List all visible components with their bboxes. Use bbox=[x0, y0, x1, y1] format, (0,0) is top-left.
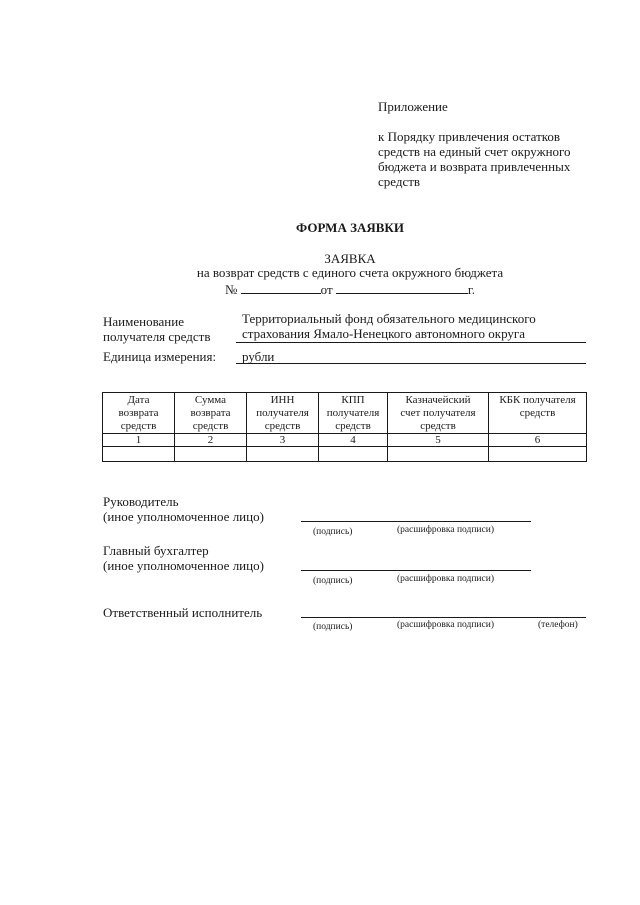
signature-label-line: (иное уполномоченное лицо) bbox=[103, 558, 264, 573]
request-title: ЗАЯВКА bbox=[324, 251, 376, 266]
head-signature-line[interactable] bbox=[301, 521, 531, 522]
appendix-line: средств на единый счет окружного bbox=[378, 144, 571, 159]
unit-label: Единица измерения: bbox=[103, 349, 217, 364]
form-title: ФОРМА ЗАЯВКИ bbox=[296, 220, 404, 235]
head-signature-label bbox=[103, 494, 303, 524]
recipient-value bbox=[242, 311, 592, 341]
executor-signature-caption: (подпись) bbox=[313, 622, 353, 632]
column-header-kbk: КБК получателя средств bbox=[489, 393, 587, 434]
table-cell[interactable] bbox=[388, 447, 489, 462]
accountant-signature-line[interactable] bbox=[301, 570, 531, 571]
table-row bbox=[103, 447, 587, 462]
recipient-label-line: получателя средств bbox=[103, 329, 211, 344]
column-number: 4 bbox=[319, 434, 388, 447]
year-suffix: г. bbox=[467, 282, 476, 297]
column-number: 5 bbox=[388, 434, 489, 447]
column-header-amount: Сумма возврата средств bbox=[175, 393, 247, 434]
table-cell[interactable] bbox=[103, 447, 175, 462]
table-cell[interactable] bbox=[319, 447, 388, 462]
recipient-label bbox=[103, 314, 233, 344]
signature-label-line: (иное уполномоченное лицо) bbox=[103, 509, 264, 524]
recipient-value-line: страхования Ямало-Ненецкого автономного округа bbox=[242, 326, 526, 341]
column-header-date: Дата возврата средств bbox=[103, 393, 175, 434]
recipient-value-line: Территориальный фонд обязательного медицинского bbox=[242, 311, 536, 326]
unit-value: рубли bbox=[242, 349, 275, 364]
accountant-signature-label bbox=[103, 543, 303, 573]
request-subtitle: на возврат средств с единого счета окружного бюджета bbox=[196, 265, 504, 280]
return-request-table bbox=[102, 392, 587, 462]
executor-signature-label: Ответственный исполнитель bbox=[103, 605, 263, 620]
accountant-signature-caption: (подпись) bbox=[313, 576, 353, 586]
signature-label-line: Руководитель bbox=[103, 494, 179, 509]
number-sign: № bbox=[224, 282, 238, 297]
request-date-field[interactable] bbox=[336, 281, 468, 294]
from-word: от bbox=[320, 282, 333, 297]
appendix-line: средств bbox=[378, 174, 421, 189]
column-number: 1 bbox=[103, 434, 175, 447]
appendix-text bbox=[378, 129, 618, 189]
request-number-line bbox=[0, 281, 640, 297]
recipient-underline bbox=[236, 342, 586, 343]
appendix-line: бюджета и возврата привлеченных bbox=[378, 159, 571, 174]
table-cell[interactable] bbox=[247, 447, 319, 462]
column-header-inn: ИНН получателя средств bbox=[247, 393, 319, 434]
recipient-label-line: Наименование bbox=[103, 314, 184, 329]
table-cell[interactable] bbox=[175, 447, 247, 462]
head-signature-caption: (подпись) bbox=[313, 527, 353, 537]
table-header-row bbox=[103, 393, 587, 434]
table-cell[interactable] bbox=[489, 447, 587, 462]
accountant-signature-decoding-caption: (расшифровка подписи) bbox=[397, 574, 494, 584]
head-signature-decoding-caption: (расшифровка подписи) bbox=[397, 525, 494, 535]
executor-signature-line[interactable] bbox=[301, 617, 586, 618]
column-header-kpp: КПП получателя средств bbox=[319, 393, 388, 434]
appendix-title: Приложение bbox=[378, 99, 448, 114]
appendix-line: к Порядку привлечения остатков bbox=[378, 129, 561, 144]
table-number-row bbox=[103, 434, 587, 447]
column-number: 3 bbox=[247, 434, 319, 447]
column-number: 2 bbox=[175, 434, 247, 447]
unit-underline bbox=[236, 363, 586, 364]
executor-signature-decoding-caption: (расшифровка подписи) bbox=[397, 620, 494, 630]
signature-label-line: Главный бухгалтер bbox=[103, 543, 209, 558]
request-number-field[interactable] bbox=[241, 281, 321, 294]
executor-phone-caption: (телефон) bbox=[538, 620, 578, 630]
column-header-treasury-account: Казначейский счет получателя средств bbox=[388, 393, 489, 434]
column-number: 6 bbox=[489, 434, 587, 447]
